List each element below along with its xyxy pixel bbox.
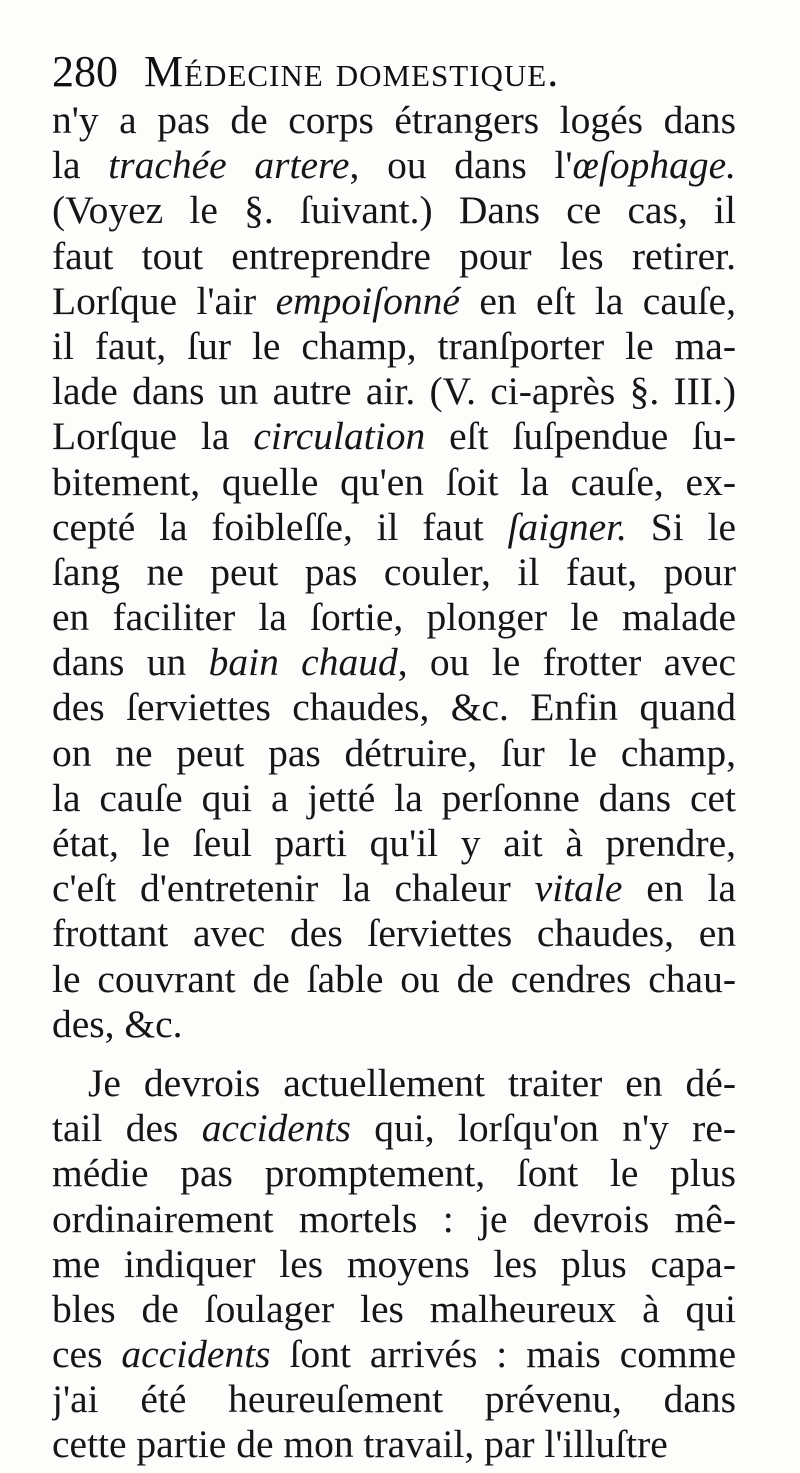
text-run: état, le ſeul parti qu'il y ait à prendre, (52, 821, 736, 865)
text-run: faut tout entreprendre pour les retirer. (52, 233, 736, 278)
text-run: la cauſe qui a jetté la perſonne dans cet (52, 775, 736, 820)
text-run: des, &c. (52, 1001, 183, 1046)
text-line (52, 1061, 736, 1106)
text-run: ordinairement mortels : je devrois mê- (52, 1196, 736, 1241)
text-line (52, 550, 736, 595)
text-line (52, 505, 736, 550)
text-run: (Voyez le §. ſuivant.) Dans ce cas, il (52, 188, 736, 233)
text-line (52, 234, 736, 279)
text-run: on ne peut pas détruire, ſur le champ, (52, 730, 736, 775)
text-run: cepté la foibleſſe, il faut (52, 504, 508, 549)
text-run: dans un (52, 640, 209, 685)
text-run: Lorſque l'air (52, 278, 276, 323)
text-run: lade dans un autre air. (V. ci-après §. III.) (52, 369, 736, 414)
text-line (52, 1151, 736, 1196)
text-line (52, 685, 736, 730)
text-run: c'eſt d'entretenir la chaleur (52, 866, 535, 911)
italic-text: ſaigner. (507, 504, 628, 549)
text-run: Lorſque la (52, 414, 254, 459)
text-run: qui, lorſqu'on n'y re- (350, 1106, 736, 1151)
text-run: cette partie de mon travail, par l'illuſtre (52, 1422, 668, 1467)
italic-text: trachée artere (108, 143, 350, 188)
paragraph (52, 98, 736, 1047)
text-line (52, 1106, 736, 1151)
italic-text: œſophage. (572, 143, 736, 188)
text-line (52, 188, 736, 233)
text-run: n'y a pas de corps étrangers logés dans (52, 98, 736, 142)
text-run: tail des (52, 1106, 202, 1151)
text-line (52, 279, 736, 324)
text-line (52, 143, 736, 188)
italic-text: accidents (201, 1106, 351, 1151)
text-line (52, 414, 736, 459)
text-run: frottant avec des ſerviettes chaudes, en (52, 911, 736, 956)
text-run: le couvrant de ſable ou de cendres chau- (52, 956, 736, 1001)
text-run: ſont arrivés : mais comme (270, 1332, 736, 1377)
text-run: j'ai été heureuſement prévenu, dans (52, 1377, 736, 1422)
text-line (52, 1242, 736, 1287)
text-run: Si le (627, 504, 736, 549)
paragraph-gap (52, 1047, 736, 1061)
text-run: ces (52, 1332, 122, 1377)
italic-text: vitale (534, 866, 623, 911)
italic-text: circulation (253, 414, 426, 459)
text-line (52, 369, 736, 414)
text-run: il faut, ſur le champ, tranſporter le ma- (52, 323, 736, 368)
italic-text: bain chaud (208, 640, 398, 685)
text-run: médie pas promptement, ſont le plus (52, 1151, 736, 1196)
text-line (52, 1377, 736, 1422)
text-line (52, 866, 736, 911)
italic-text: accidents (121, 1332, 271, 1377)
text-line (52, 460, 736, 505)
text-run: eſt ſuſpendue ſu- (425, 414, 736, 459)
text-line (52, 98, 736, 143)
text-line (52, 640, 736, 685)
text-line (52, 776, 736, 821)
text-line (52, 731, 736, 776)
text-line (52, 1287, 736, 1332)
body-text (52, 98, 736, 1468)
page-header (52, 44, 559, 100)
text-line (52, 911, 736, 956)
text-run: en faciliter la ſortie, plonger le malade (52, 595, 736, 640)
text-line (52, 1197, 736, 1242)
page-number: 280 (52, 47, 118, 96)
text-run: en la (622, 866, 736, 911)
text-run: en eſt la cauſe, (459, 278, 736, 323)
text-run: me indiquer les moyens les plus capa- (52, 1241, 736, 1286)
text-line (52, 1422, 736, 1467)
text-run: ſang ne peut pas couler, il faut, pour (52, 549, 736, 594)
text-run: bitement, quelle qu'en ſoit la cauſe, ex- (52, 459, 736, 504)
text-run: bles de ſoulager les malheureux à qui (52, 1286, 736, 1331)
text-line (52, 957, 736, 1002)
text-line (52, 595, 736, 640)
text-run: des ſerviettes chaudes, &c. Enfin quand (52, 685, 736, 730)
text-line (52, 1332, 736, 1377)
text-run: Je devrois actuellement traiter en dé- (88, 1060, 736, 1105)
text-run: la (52, 143, 109, 188)
text-run: , ou dans l' (349, 143, 573, 188)
text-line (52, 821, 736, 866)
paragraph (52, 1061, 736, 1468)
text-line (52, 1002, 736, 1047)
italic-text: empoiſonné (275, 278, 460, 323)
text-line (52, 324, 736, 369)
running-title: Médecine domestique. (144, 47, 560, 96)
text-run: , ou le frotter avec (397, 640, 736, 685)
